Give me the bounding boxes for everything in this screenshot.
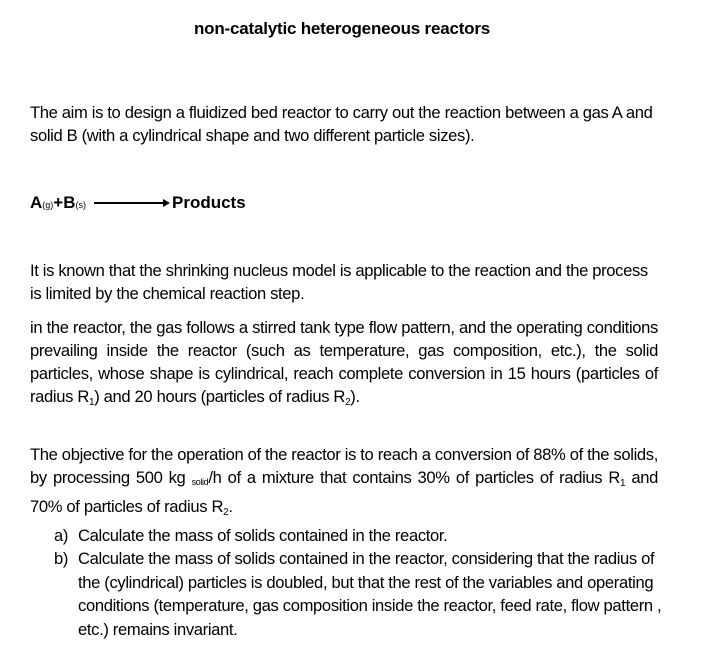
known-paragraph: It is known that the shrinking nucleus model is applicable to the reaction and the process is limited by the chemical reaction step.	[30, 261, 648, 303]
intro-paragraph: The aim is to design a fluidized bed reactor to carry out the reaction between a gas A and solid B (with a cylindrical shape and two different particle sizes).	[30, 103, 653, 145]
reactant-a-phase: (g)	[42, 200, 54, 210]
list-item	[54, 524, 664, 547]
objective-paragraph: The objective for the operation of the reactor is to reach a conversion of 88% of the solids, by processing 500 kg solid/h of a mixture that contains 30% of particles of radius $R_1$ and 70% of particles of radius $R_2$.	[30, 445, 659, 518]
list-marker: b)	[54, 549, 69, 569]
reactor-paragraph: in the reactor, the gas follows a stirred tank type flow pattern, and the operating conditions prevailing inside the reactor (such as temperature, gas composition, etc.), the solid particles, whose shape is cylindrical, reach complete conversion in 15 hours (particles of radius $R_1$) and 20 hours (particles of radius $R_2$).	[30, 318, 658, 408]
reactant-b-phase: (s)	[75, 200, 86, 210]
reaction-arrow-icon	[94, 202, 170, 204]
list-item-text: Calculate the mass of solids contained in the reactor.	[78, 526, 448, 545]
products-label: Products	[172, 193, 246, 212]
list-item	[54, 547, 664, 641]
plus-reactant-b: +B	[53, 193, 76, 212]
question-list	[54, 524, 664, 641]
reaction-equation	[30, 193, 246, 213]
reactant-a: A	[30, 193, 43, 212]
list-item-text: Calculate the mass of solids contained in the reactor, considering that the radius of the (cylindrical) particles is doubled, but that the rest of the variables and operating conditions (temperature, gas composition inside the reactor, feed rate, flow pattern , etc.) remains invariant.	[78, 549, 662, 639]
page-title: non-catalytic heterogeneous reactors	[193, 19, 491, 38]
list-marker: a)	[54, 526, 69, 545]
